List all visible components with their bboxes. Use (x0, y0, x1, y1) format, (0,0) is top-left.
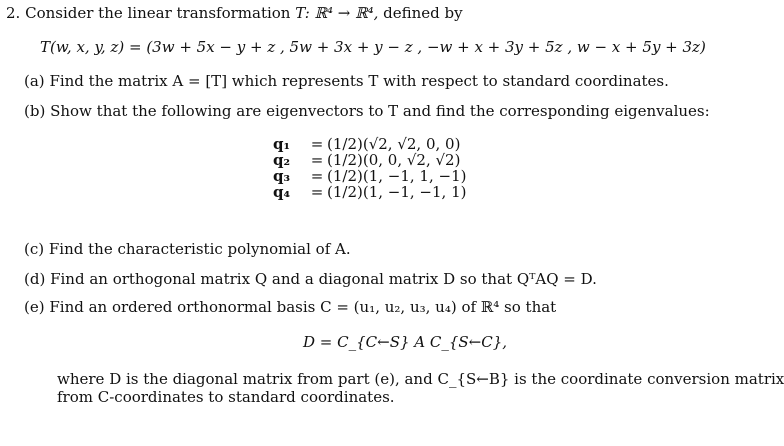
eigenvector-value: (1/2)(0, 0, √2, √2) (327, 151, 461, 169)
part-e-label: (e) (24, 298, 45, 316)
problem-number: 2. (6, 4, 21, 22)
part-a-label: (a) (24, 72, 45, 90)
eigenvector-name: q₂ (273, 151, 291, 169)
eigenvector-value: (1/2)(1, −1, −1, 1) (327, 183, 467, 201)
part-d-text: Find an orthogonal matrix Q and a diagonal matrix D so that QᵀAQ = D. (50, 270, 597, 288)
part-b (24, 102, 710, 120)
conversion-equation: D = C_{C←S} A C_{S←C}, (303, 333, 508, 351)
eigenvector-value: (1/2)(1, −1, 1, −1) (327, 167, 467, 185)
problem-statement (6, 4, 463, 22)
eigenvector-row: q₁ = (1/2)(√2, √2, 0, 0) (273, 135, 461, 153)
part-b-label: (b) (24, 102, 46, 120)
closing-line-1: where D is the diagonal matrix from part (e), and C_{S←B} is the coordinate conversion matrix (57, 370, 784, 388)
eigenvector-row: q₂ = (1/2)(0, 0, √2, √2) (273, 151, 461, 169)
part-a-text: Find the matrix A = [T] which represents T with respect to standard coordinates. (49, 72, 669, 90)
closing-line-2: from C-coordinates to standard coordinates. (57, 388, 395, 406)
eigenvector-name: q₃ (273, 167, 291, 185)
part-a (24, 72, 669, 90)
part-d-label: (d) (24, 270, 46, 288)
eigenvector-row: q₃ = (1/2)(1, −1, 1, −1) (273, 167, 467, 185)
part-e (24, 298, 556, 316)
eigenvector-value: (1/2)(√2, √2, 0, 0) (327, 135, 461, 153)
defined-by: defined by (383, 4, 463, 22)
part-c-label: (c) (24, 240, 45, 258)
transformation-definition: T(w, x, y, z) = (3w + 5x − y + z , 5w + 3x + y − z , −w + x + 3y + 5z , w − x + 5y + 3z) (40, 38, 706, 56)
eigenvector-row: q₄ = (1/2)(1, −1, −1, 1) (273, 183, 467, 201)
part-c (24, 240, 351, 258)
part-b-text: Show that the following are eigenvectors to T and find the corresponding eigenvalues: (50, 102, 710, 120)
eigenvector-name: q₄ (273, 183, 291, 201)
part-e-text: Find an ordered orthonormal basis C = (u₁, u₂, u₃, u₄) of ℝ⁴ so that (49, 298, 557, 316)
transformation-map: T: ℝ⁴ → ℝ⁴, (295, 4, 379, 22)
part-d (24, 270, 597, 288)
eigenvector-name: q₁ (273, 135, 291, 153)
eigenvector-list (273, 136, 466, 200)
problem-intro: Consider the linear transformation (25, 4, 291, 22)
part-c-text: Find the characteristic polynomial of A. (48, 240, 351, 258)
